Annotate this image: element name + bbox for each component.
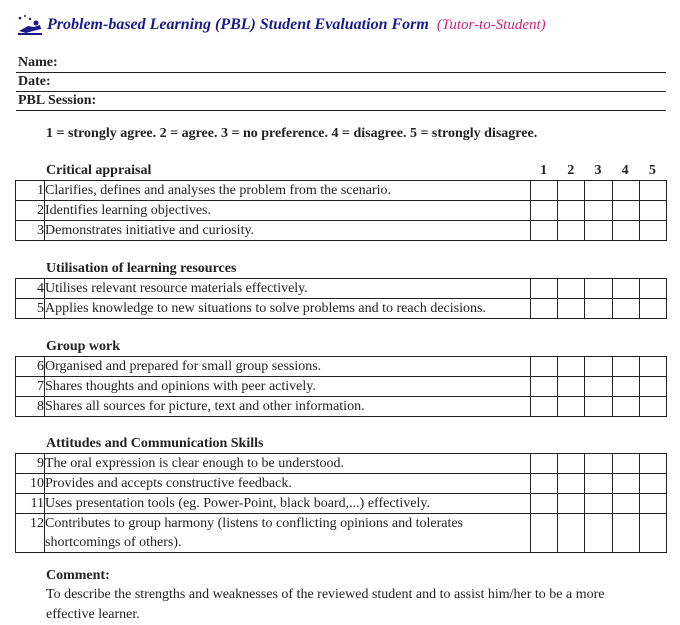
form-header: [16, 12, 546, 38]
rating-box[interactable]: [639, 454, 666, 474]
section-table-learning-resources: [15, 278, 667, 319]
rating-column-header: 2: [567, 163, 575, 178]
rating-box[interactable]: [531, 454, 558, 474]
rating-box[interactable]: [558, 377, 585, 397]
rating-column-header: 5: [648, 163, 656, 178]
rating-box[interactable]: [531, 221, 558, 241]
rating-box[interactable]: [612, 514, 639, 553]
rating-box[interactable]: [639, 279, 666, 299]
table-row: [16, 299, 667, 319]
rating-box[interactable]: [531, 377, 558, 397]
item-number: 7: [16, 377, 45, 397]
rating-box[interactable]: [585, 279, 612, 299]
section-title: Attitudes and Communication Skills: [46, 436, 264, 451]
rating-box[interactable]: [558, 397, 585, 417]
item-text: Clarifies, defines and analyses the problem from the scenario.: [45, 181, 531, 201]
rating-column-header: 3: [594, 163, 602, 178]
table-row: [16, 397, 667, 417]
item-number: 8: [16, 397, 45, 417]
rating-box[interactable]: [639, 377, 666, 397]
item-text: Shares thoughts and opinions with peer actively.: [45, 377, 531, 397]
table-row: [16, 201, 667, 221]
rating-box[interactable]: [585, 181, 612, 201]
rating-box[interactable]: [558, 514, 585, 553]
rating-box[interactable]: [585, 201, 612, 221]
comment-instructions: To describe the strengths and weaknesses of the reviewed student and to assist him/her to be a more effective learner.: [46, 587, 605, 622]
section-title: Utilisation of learning resources: [46, 261, 237, 276]
rating-box[interactable]: [639, 494, 666, 514]
rating-box[interactable]: [558, 474, 585, 494]
rating-box[interactable]: [585, 397, 612, 417]
rating-box[interactable]: [612, 221, 639, 241]
item-number: 1: [16, 181, 45, 201]
table-row: [16, 279, 667, 299]
date-field[interactable]: [16, 72, 666, 92]
item-number: 9: [16, 454, 45, 474]
rating-box[interactable]: [612, 377, 639, 397]
rating-box[interactable]: [612, 397, 639, 417]
table-row: [16, 357, 667, 377]
rating-box[interactable]: [639, 357, 666, 377]
rating-box[interactable]: [612, 279, 639, 299]
section-table-critical-appraisal: [15, 180, 667, 241]
comment-title: Comment:: [46, 568, 110, 583]
rating-box[interactable]: [639, 397, 666, 417]
item-text: Organised and prepared for small group sessions.: [45, 357, 531, 377]
rating-box[interactable]: [639, 181, 666, 201]
rating-box[interactable]: [531, 397, 558, 417]
rating-box[interactable]: [531, 474, 558, 494]
name-label: Name:: [18, 55, 58, 70]
rating-box[interactable]: [639, 201, 666, 221]
section-table-group-work: [15, 356, 667, 417]
item-number: 11: [16, 494, 45, 514]
rating-box[interactable]: [531, 181, 558, 201]
item-number: 4: [16, 279, 45, 299]
rating-column-header: 1: [540, 163, 548, 178]
rating-box[interactable]: [558, 201, 585, 221]
item-text: The oral expression is clear enough to be understood.: [45, 454, 531, 474]
item-text: Identifies learning objectives.: [45, 201, 531, 221]
table-row: [16, 181, 667, 201]
item-text: Contributes to group harmony (listens to conflicting opinions and tolerates shortcomings of others).: [45, 514, 531, 553]
item-text: Utilises relevant resource materials effectively.: [45, 279, 531, 299]
rating-box[interactable]: [639, 474, 666, 494]
rating-box[interactable]: [558, 357, 585, 377]
rating-box[interactable]: [585, 221, 612, 241]
rating-box[interactable]: [612, 201, 639, 221]
date-label: Date:: [18, 74, 51, 89]
item-number: 5: [16, 299, 45, 319]
section-title: Group work: [46, 339, 121, 354]
item-number: 3: [16, 221, 45, 241]
item-text: Provides and accepts constructive feedback.: [45, 474, 531, 494]
rating-column-header: 4: [621, 163, 629, 178]
table-row: [16, 494, 667, 514]
form-title: Problem-based Learning (PBL) Student Evaluation Form: [47, 16, 429, 33]
item-number: 12: [16, 514, 45, 553]
rating-box[interactable]: [612, 181, 639, 201]
rating-box[interactable]: [531, 299, 558, 319]
item-text: Applies knowledge to new situations to solve problems and to reach decisions.: [45, 299, 531, 319]
item-number: 10: [16, 474, 45, 494]
rating-box[interactable]: [639, 514, 666, 553]
rating-box[interactable]: [585, 514, 612, 553]
section-title: Critical appraisal: [46, 163, 152, 178]
rating-box[interactable]: [585, 377, 612, 397]
item-number: 6: [16, 357, 45, 377]
table-row: [16, 221, 667, 241]
reading-person-icon: [16, 14, 44, 36]
rating-box[interactable]: [531, 494, 558, 514]
rating-box[interactable]: [639, 299, 666, 319]
rating-box[interactable]: [612, 494, 639, 514]
rating-box[interactable]: [585, 357, 612, 377]
rating-box[interactable]: [531, 279, 558, 299]
rating-box[interactable]: [531, 357, 558, 377]
rating-box[interactable]: [558, 181, 585, 201]
item-number: 2: [16, 201, 45, 221]
rating-box[interactable]: [585, 454, 612, 474]
rating-box[interactable]: [585, 494, 612, 514]
rating-scale-legend: 1 = strongly agree. 2 = agree. 3 = no preference. 4 = disagree. 5 = strongly disagree.: [46, 126, 538, 141]
table-row: [16, 377, 667, 397]
rating-box[interactable]: [558, 494, 585, 514]
rating-box[interactable]: [612, 474, 639, 494]
rating-box[interactable]: [558, 299, 585, 319]
pbl-session-label: PBL Session:: [18, 93, 97, 108]
item-text: Shares all sources for picture, text and other information.: [45, 397, 531, 417]
rating-box[interactable]: [531, 514, 558, 553]
rating-box[interactable]: [558, 454, 585, 474]
rating-column-headers: [530, 163, 666, 179]
table-row: [16, 514, 667, 553]
pbl-session-field[interactable]: [16, 91, 666, 111]
form-subtitle: (Tutor-to-Student): [436, 16, 546, 33]
rating-box[interactable]: [558, 221, 585, 241]
item-text: Uses presentation tools (eg. Power-Point, black board,...) effectively.: [45, 494, 531, 514]
rating-box[interactable]: [639, 221, 666, 241]
table-row: [16, 474, 667, 494]
rating-box[interactable]: [612, 454, 639, 474]
rating-box[interactable]: [531, 201, 558, 221]
section-table-attitudes-communication: [15, 453, 667, 553]
item-text: Demonstrates initiative and curiosity.: [45, 221, 531, 241]
rating-box[interactable]: [612, 299, 639, 319]
rating-box[interactable]: [585, 474, 612, 494]
rating-box[interactable]: [558, 279, 585, 299]
name-field[interactable]: [16, 53, 666, 73]
rating-box[interactable]: [612, 357, 639, 377]
table-row: [16, 454, 667, 474]
rating-box[interactable]: [585, 299, 612, 319]
